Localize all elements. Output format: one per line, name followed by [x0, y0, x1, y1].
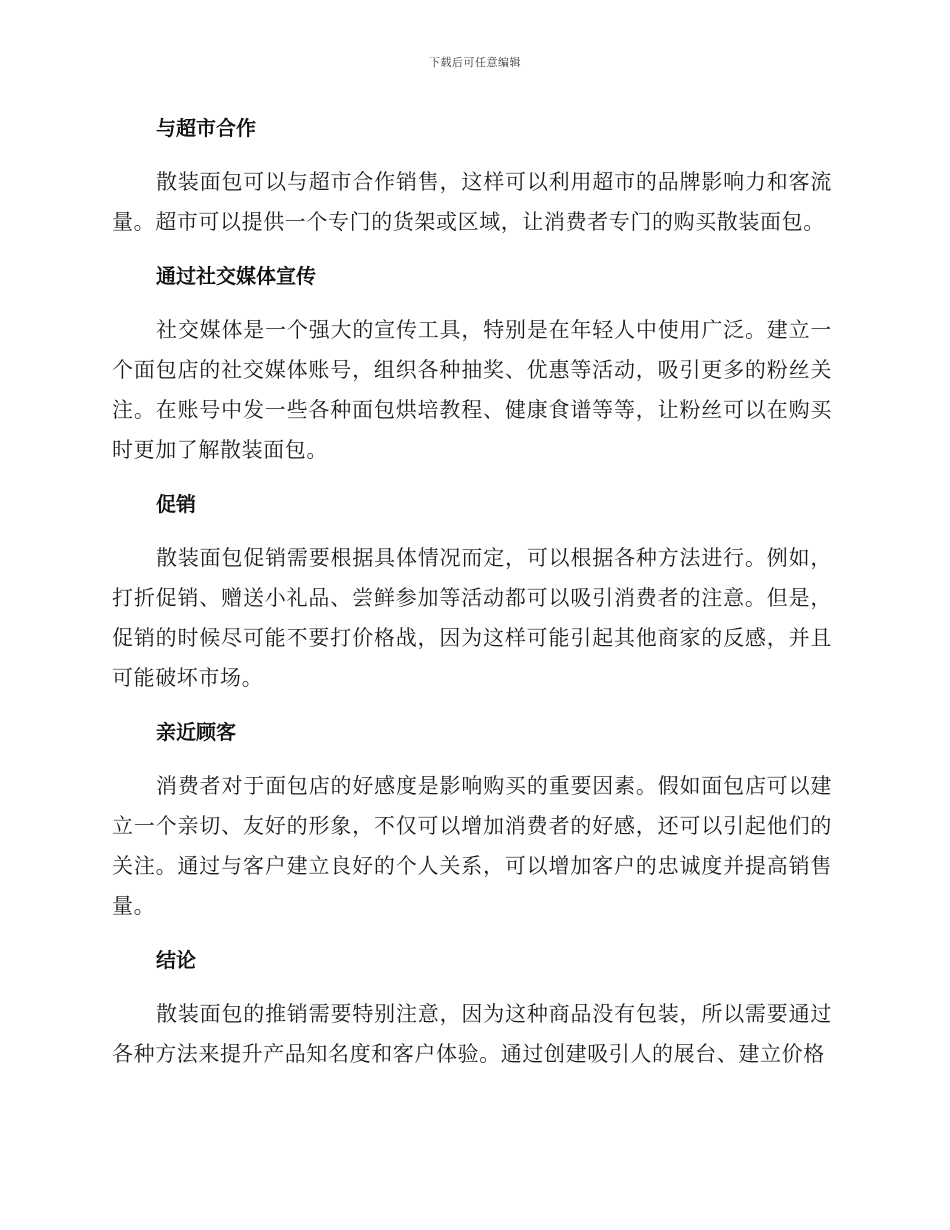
section-paragraph: 社交媒体是一个强大的宣传工具，特别是在年轻人中使用广泛。建立一个面包店的社交媒体账号，组织各种抽奖、优惠等活动，吸引更多的粉丝关注。在账号中发一些各种面包烘培教程、健康食谱等等，让粉丝可以在购买时更加了解散装面包。: [112, 318, 832, 462]
section-paragraph: 消费者对于面包店的好感度是影响购买的重要因素。假如面包店可以建立一个亲切、友好的形象，不仅可以增加消费者的好感，还可以引起他们的关注。通过与客户建立良好的个人关系，可以增加客户的忠诚度并提高销售量。: [112, 774, 832, 918]
section-heading: 亲近顾客: [156, 720, 236, 744]
section-heading: 通过社交媒体宣传: [156, 264, 316, 288]
document-body: [112, 108, 832, 1088]
section-conclusion: [112, 940, 832, 1074]
section-promotion: [112, 484, 832, 698]
header-note: 下载后可任意编辑: [429, 56, 521, 69]
section-heading: 结论: [156, 948, 196, 972]
section-social-media: [112, 256, 832, 470]
section-heading: 促销: [156, 492, 196, 516]
section-paragraph: 散装面包的推销需要特别注意，因为这种商品没有包装，所以需要通过各种方法来提升产品知名度和客户体验。通过创建吸引人的展台、建立价格: [112, 1002, 832, 1066]
section-customers: [112, 712, 832, 926]
section-heading: 与超市合作: [156, 116, 256, 140]
section-paragraph: 散装面包可以与超市合作销售，这样可以利用超市的品牌影响力和客流量。超市可以提供一个专门的货架或区域，让消费者专门的购买散装面包。: [112, 170, 832, 234]
section-paragraph: 散装面包促销需要根据具体情况而定，可以根据各种方法进行。例如，打折促销、赠送小礼品、尝鲜参加等活动都可以吸引消费者的注意。但是，促销的时候尽可能不要打价格战，因为这样可能引起其他商家的反感，并且可能破坏市场。: [112, 546, 832, 690]
section-supermarket: [112, 108, 832, 242]
